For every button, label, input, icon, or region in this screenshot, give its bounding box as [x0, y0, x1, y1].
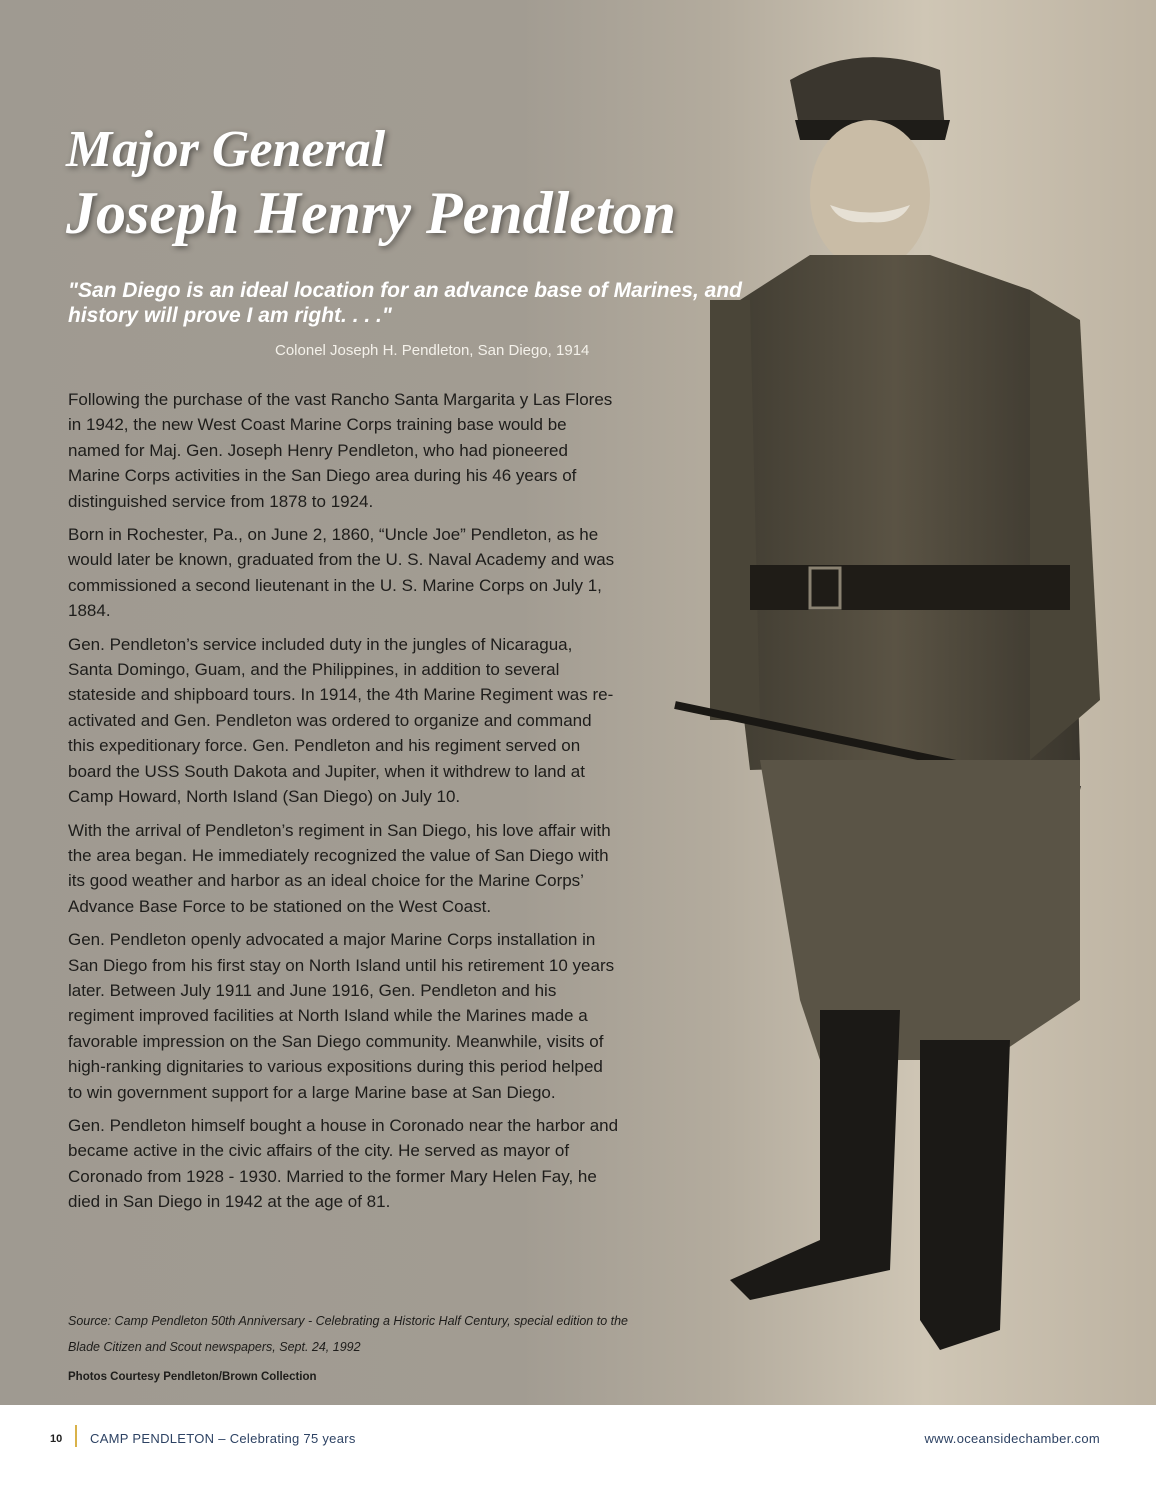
page-footer	[0, 1405, 1156, 1496]
paragraph: Gen. Pendleton’s service included duty in the jungles of Nicaragua, Santa Domingo, Guam, and the Philippines, in addition to several stateside and shipboard tours. In 1914, the 4th Marine Regiment was re-activated and Gen. Pendleton was ordered to organize and command this expeditionary force. Gen. Pendleton and his regiment served on board the USS South Dakota and Jupiter, when it withdrew to land at Camp Howard, North Island (San Diego) on July 10.	[68, 634, 614, 807]
footer-divider	[75, 1425, 77, 1447]
magazine-title: CAMP PENDLETON – Celebrating 75 years	[90, 1431, 356, 1446]
photo-credit: Photos Courtesy Pendleton/Brown Collection	[68, 1371, 317, 1383]
paragraph: Gen. Pendleton himself bought a house in Coronado near the harbor and became active in the civic affairs of the city. He served as mayor of Coronado from 1928 - 1930. Married to the former Mary Helen Fay, he died in San Diego in 1942 at the age of 81.	[68, 1115, 619, 1212]
paragraph: Gen. Pendleton openly advocated a major Marine Corps installation in San Diego from his first stay on North Island until his retirement 10 years later. Between July 1911 and June 1916, Gen. Pendleton and his regiment improved facilities at North Island while the Marines made a favorable impression on the San Diego community. Meanwhile, visits of high-ranking dignitaries to various expositions during this period helped to win government support for a large Marine base at San Diego.	[68, 930, 615, 1102]
paragraph: Following the purchase of the vast Rancho Santa Margarita y Las Flores in 1942, the new West Coast Marine Corps training base would be named for Maj. Gen. Joseph Henry Pendleton, who had pioneered Marine Corps activities in the San Diego area during his 46 years of distinguished service from 1878 to 1924.	[68, 390, 613, 511]
quote-attribution: Colonel Joseph H. Pendleton, San Diego, 1914	[275, 342, 590, 359]
paragraph: Born in Rochester, Pa., on June 2, 1860, “Uncle Joe” Pendleton, as he would later be known, graduated from the U. S. Naval Academy and was commissioned a second lieutenant in the U. S. Marine Corps on July 1, 1884.	[68, 525, 615, 621]
title-line-1: Major General	[66, 121, 386, 178]
article-title	[66, 120, 676, 246]
title-line-2: Joseph Henry Pendleton	[66, 180, 676, 246]
page-number: 10	[50, 1433, 63, 1445]
website-link[interactable]: www.oceansidechamber.com	[924, 1431, 1100, 1446]
pull-quote: "San Diego is an ideal location for an advance base of Marines, and history will prove I am right. . . ."	[68, 279, 742, 327]
source-note: Source: Camp Pendleton 50th Anniversary - Celebrating a Historic Half Century, special edition to the Blade Citizen and Scout newspapers, Sept. 24, 1992	[68, 1314, 629, 1354]
article-body	[68, 387, 620, 1223]
paragraph: With the arrival of Pendleton’s regiment in San Diego, his love affair with the area began. He immediately recognized the value of San Diego with its good weather and harbor as an ideal choice for the Marine Corps’ Advance Base Force to be stationed on the West Coast.	[68, 820, 611, 916]
